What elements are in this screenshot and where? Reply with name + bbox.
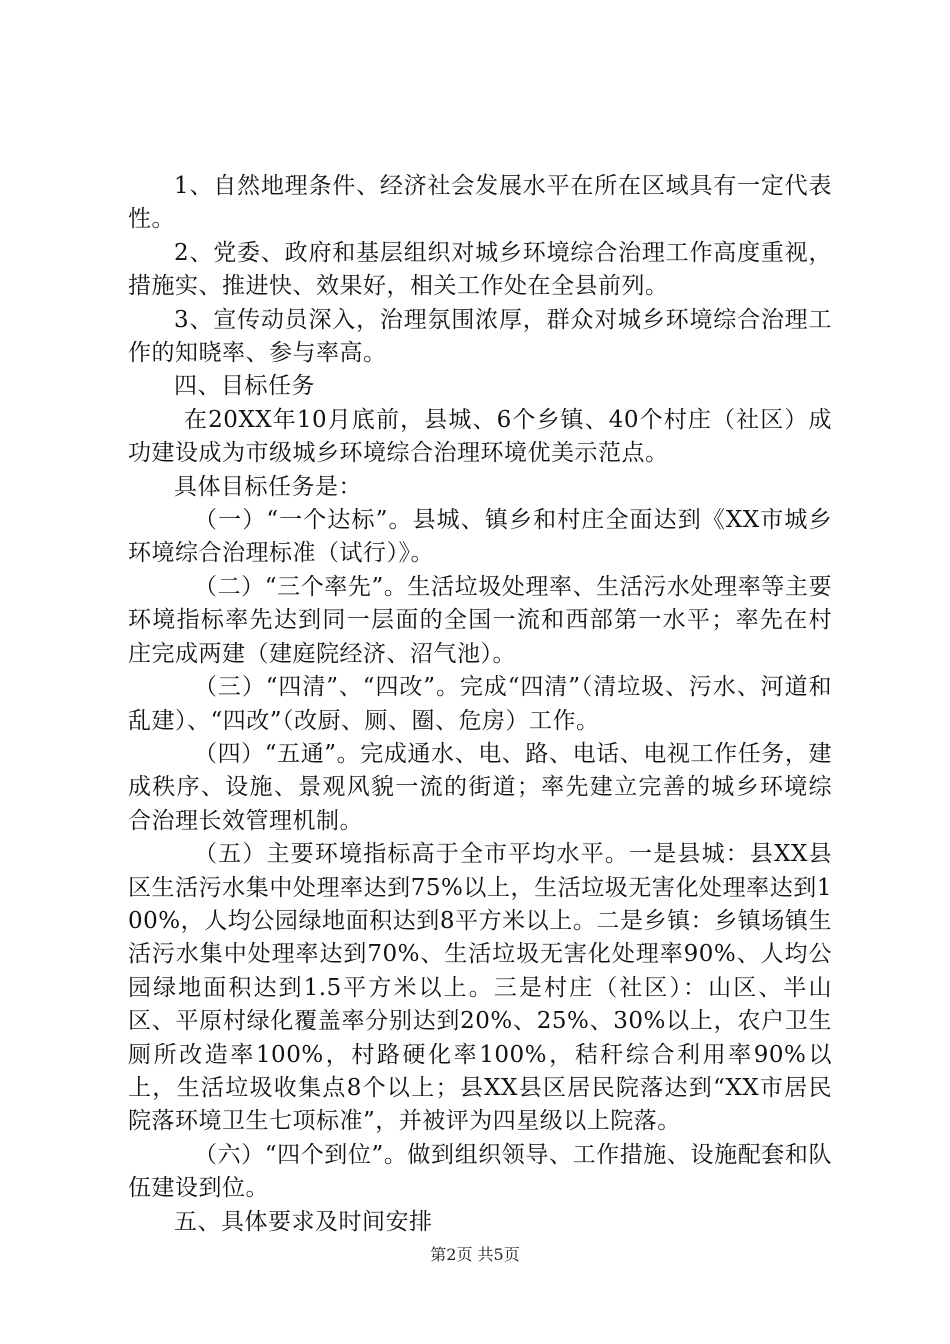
paragraph-task-4: （四）“五通”。完成通水、电、路、电话、电视工作任务，建成秩序、设施、景观风貌一流的街道；率先建立完善的城乡环境综合治理长效管理机制。	[128, 740, 832, 834]
paragraph-criterion-3: 3、宣传动员深入，治理氛围浓厚，群众对城乡环境综合治理工作的知晓率、参与率高。	[128, 306, 832, 367]
page-number-footer: 第2页 共5页	[430, 1245, 520, 1264]
paragraph-specific-tasks-intro: 具体目标任务是：	[174, 473, 362, 500]
paragraph-task-5: （五）主要环境指标高于全市平均水平。一是县城：县XX县区生活污水集中处理率达到75%以上，生活垃圾无害化处理率达到100%，人均公园绿地面积达到8平方米以上。二是乡镇：乡镇场镇生活污水集中处理率达到70%、生活垃圾无害化处理率90%、人均公园绿地面积达到1.5平方米以上。三是村庄（社区）：山区、半山区、平原村绿化覆盖率分别达到20%、25%、30%以上，农户卫生厕所改造率100%，村路硬化率100%，秸秆综合利用率90%以上，生活垃圾收集点8个以上；县XX县区居民院落达到“XX市居民院落环境卫生七项标准”，并被评为四星级以上院落。	[128, 841, 832, 1135]
section-heading-requirements: 五、具体要求及时间安排	[174, 1208, 433, 1235]
paragraph-task-6: （六）“四个到位”。做到组织领导、工作措施、设施配套和队伍建设到位。	[128, 1141, 832, 1202]
document-body	[128, 170, 832, 1239]
paragraph-task-1: （一）“一个达标”。县城、镇乡和村庄全面达到《XX市城乡环境综合治理标准（试行）》。	[128, 507, 832, 567]
paragraph-criterion-1: 1、自然地理条件、经济社会发展水平在所在区域具有一定代表性。	[128, 173, 832, 233]
paragraph-goal-summary: 在20XX年10月底前，县城、6个乡镇、40个村庄（社区）成功建设成为市级城乡环境综合治理环境优美示范点。	[128, 406, 832, 467]
paragraph-task-2: （二）“三个率先”。生活垃圾处理率、生活污水处理率等主要环境指标率先达到同一层面的全国一流和西部第一水平；率先在村庄完成两建（建庭院经济、沼气池）。	[128, 573, 832, 667]
paragraph-task-3: （三）“四清”、“四改”。完成“四清”（清垃圾、污水、河道和乱建）、“四改”（改厨、厕、圈、危房）工作。	[128, 674, 832, 734]
paragraph-criterion-2: 2、党委、政府和基层组织对城乡环境综合治理工作高度重视，措施实、推进快、效果好，相关工作处在全县前列。	[128, 239, 832, 300]
section-heading-goals: 四、目标任务	[174, 373, 315, 400]
